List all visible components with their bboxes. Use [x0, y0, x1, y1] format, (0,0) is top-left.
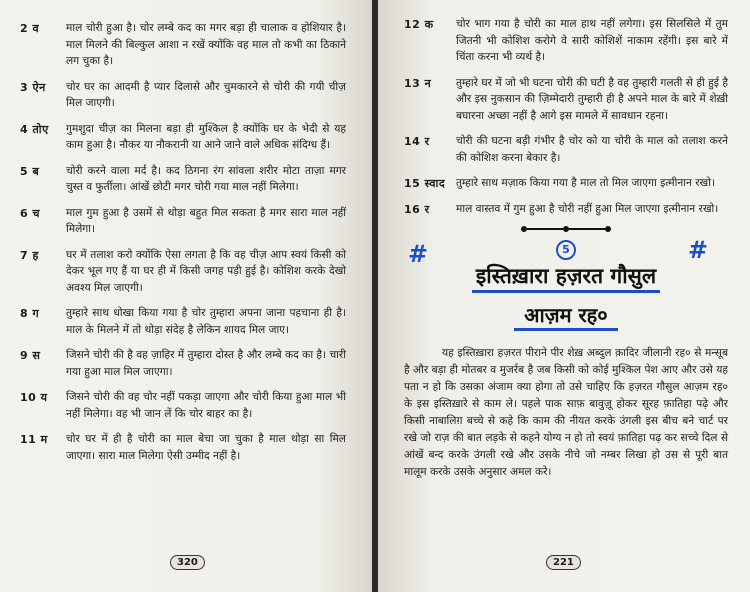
entry-number: 10 य [20, 391, 48, 404]
left-page [0, 0, 372, 592]
list-item [404, 175, 728, 192]
entry-text: जिसने चोरी की वह चोर नहीं पकड़ा जाएगा और चोरी किया हुआ माल भी नहीं मिलेगा। वह भी जान लें कि चोर बाहर का है। [66, 391, 346, 420]
entry-text: घर में तलाश करो क्योंकि ऐसा लगता है कि वह चीज़ आप स्वयं किसी को देकर भूल गए हैं या घर ही में किसी जगह पड़ी हुई है। कोशिश करके देखो अवश्य मिल जाएगी। [66, 248, 346, 294]
section-heading [404, 238, 728, 331]
entry-text: माल गुम हुआ है उसमें से थोड़ा बहुत मिल सकता है मगर सारा माल नहीं मिलेगा। [66, 206, 346, 235]
entry-number: 13 न [404, 76, 432, 90]
hash-mark-right: # [687, 236, 708, 264]
entry-text: चोरी की घटना बड़ी गंभीर है चोर को या चोरी के माल को तलाश करने की कोशिश करना बेकार है। [456, 135, 728, 164]
list-item [20, 205, 346, 238]
right-entries-list [404, 16, 728, 217]
entry-text: चोर घर का आदमी है प्यार दिलासे और चुमकारने से चोरी की गयी चीज़ मिल जाएगी। [66, 80, 346, 109]
heading-line-2: आज़म रह० [514, 301, 617, 331]
entry-text: गुमशुदा चीज़ का मिलना बड़ा ही मुश्किल है क्योंकि घर के भेदी से यह काम हुआ है। नौकर या नौकरानी या आने जाने वाले अधिक संदिग्ध हैं। [66, 122, 346, 151]
entry-text: माल चोरी हुआ है। चोर लम्बे कद का मगर बड़ा ही चालाक व होशियार है। माल मिलने की बिल्कुल आशा न रखें क्योंकि वह माल तो कभी का ठिकाने लग चुका है। [66, 22, 346, 67]
divider-dot [605, 226, 611, 232]
entry-number: 12 क [404, 18, 434, 31]
entry-number: 6 च [20, 206, 40, 220]
entry-number: 14 र [404, 135, 430, 148]
entry-text: तुम्हारे साथ धोखा किया गया है चोर तुम्हारा अपना जाना पहचाना ही है। माल के मिलने में तो थोड़ा संदेह है लेकिन शायद मिल जाए। [66, 307, 346, 336]
entry-text: माल वास्तव में गुम हुआ है चोरी नहीं हुआ मिल जाएगा इत्मीनान रखो। [456, 202, 719, 215]
section-number-badge: 5 [556, 240, 576, 260]
list-item [404, 133, 728, 166]
list-item [20, 305, 346, 338]
list-item [404, 16, 728, 66]
entry-text: चोर घर में ही है चोरी का माल बेचा जा चुका है माल थोड़ा सा मिल जाएगा। सारा माल मिलेगा ऐसी उम्मीद नहीं है। [66, 433, 346, 462]
entry-text: जिसने चोरी की है वह ज़ाहिर में तुम्हारा दोस्त है और लम्बे कद का है। चारी गया हुआ माल मिल जाएगा। [66, 349, 346, 378]
entry-number: 7 ह [20, 248, 39, 262]
list-item [20, 389, 346, 422]
divider-line [527, 228, 563, 230]
list-item [20, 121, 346, 154]
entry-number: 3 ऐन [20, 80, 46, 94]
entry-number: 4 तोए [20, 122, 49, 136]
entry-number: 16 र [404, 202, 430, 216]
section-divider [404, 226, 728, 232]
list-item [20, 247, 346, 297]
list-item [20, 347, 346, 380]
entry-number: 8 ग [20, 307, 40, 320]
entry-number: 2 व [20, 22, 40, 35]
page-number: 320 [170, 555, 205, 570]
list-item [404, 75, 728, 125]
list-item [20, 20, 346, 70]
entry-text: तुम्हारे साथ मज़ाक किया गया है माल तो मिल जाएगा इत्मीनान रखो। [456, 177, 715, 189]
left-entries-list [20, 20, 346, 464]
right-page [378, 0, 750, 592]
hash-mark-left: # [408, 240, 429, 268]
body-paragraph: यह इस्तिख़ारा हज़रत पीराने पीर शेख़ अब्दुल क़ादिर जीलानी रह० से मन्सूब है और बड़ा ही मोतबर व मुजर्रब है जब किसी को कोई मुश्किल पेश आए और उसे यह पता न हो कि उसका अंजाम क्या होगा तो उसे चाहिए कि हज़रत गौसुल आज़म रह० के इस इस्तिख़ारे से काम ले। पहले पाक साफ़ बावुज़ू होकर सूरह फ़ातिहा पढ़े और किसी नाबालिग़ बच्चे से कहे कि काम की नीयत करके उंगली इस बीच बने चार्ट पर रखे जो राज़ की बात लड़के से कहने योग्य न हो तो स्वयं फ़ातिहा पढ़ कर सच्चे दिल से आंखें बन्द करके उंगली रखे और उसके नीचे जो नम्बर लिखा हो उस से पूरी बात मालूम करके उसके अनुसार अमल करे। [404, 347, 728, 478]
page-number: 221 [546, 555, 581, 570]
list-item [20, 79, 346, 112]
entry-text: तुम्हारे घर में जो भी घटना चोरी की घटी है वह तुम्हारी गलती से ही हुई है और इस नुकसान की ज़िम्मेदारी तुम्हारी ही है अपने माल के बारे में शेख़ी बघारना अच्छा नहीं है आगे इस मामले में सावधान रहना। [456, 76, 728, 122]
entry-number: 5 ब [20, 164, 40, 178]
heading-line-1: इस्तिख़ारा हज़रत गौसुल [472, 262, 660, 293]
list-item [20, 431, 346, 464]
list-item [404, 201, 728, 218]
entry-text: चोरी करने वाला मर्द है। कद ठिगना रंग सांवला शरीर मोटा ताज़ा मगर चुस्त व फुर्तीला। आंखें छोटी मगर चोरी गया माल नहीं मिलेगा। [66, 164, 346, 193]
divider-line [569, 228, 605, 230]
entry-number: 9 स [20, 349, 41, 362]
entry-number: 11 म [20, 433, 48, 446]
entry-number: 15 स्वाद [404, 177, 446, 190]
entry-text: चोर भाग गया है चोरी का माल हाथ नहीं लगेगा। इस सिलसिले में तुम जितनी भी कोशिश करोगे वे सारी कोशिशें नाकाम रहेंगी। इस बारे में चिंता करना भी व्यर्थ है। [456, 18, 728, 63]
list-item [20, 163, 346, 196]
